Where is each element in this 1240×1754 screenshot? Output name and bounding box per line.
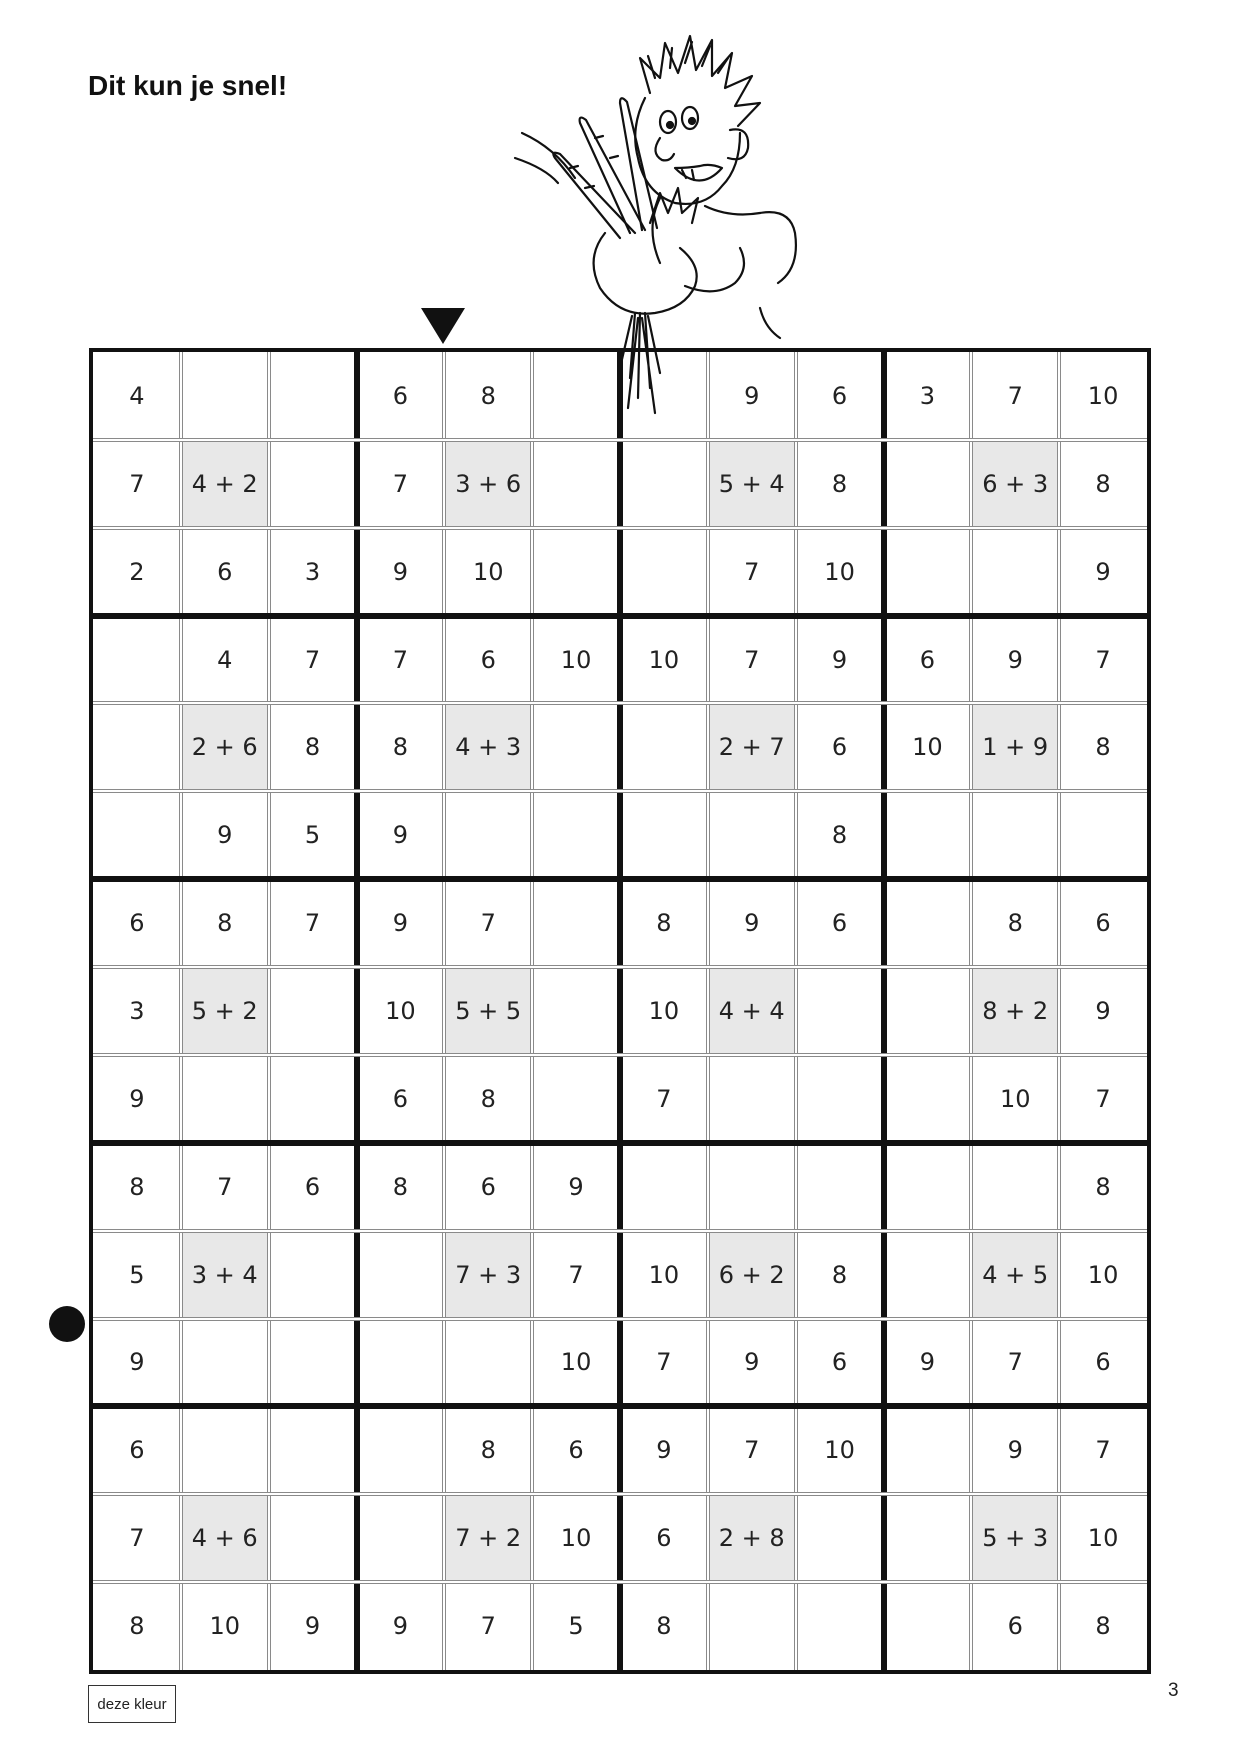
grid-divider bbox=[969, 352, 973, 1670]
grid-cell: 9 bbox=[1095, 996, 1111, 1025]
grid-cell: 8 bbox=[480, 1436, 496, 1465]
grid-cell bbox=[269, 1231, 357, 1319]
grid-cell: 10 bbox=[209, 1612, 241, 1641]
grid-cell: 7 bbox=[568, 1260, 584, 1289]
grid-cell bbox=[532, 440, 620, 528]
grid-divider bbox=[93, 1053, 1147, 1057]
grid-cell bbox=[269, 967, 357, 1055]
grid-divider bbox=[442, 352, 446, 1670]
grid-cell: 8 bbox=[1095, 733, 1111, 762]
grid-cell: 7 bbox=[129, 1524, 145, 1553]
grid-cell: 10 bbox=[648, 996, 680, 1025]
grid-cell: 5 bbox=[129, 1260, 145, 1289]
grid-cell bbox=[357, 1406, 445, 1494]
grid-cell bbox=[620, 703, 708, 791]
grid-cell bbox=[532, 703, 620, 791]
grid-cell: 6 + 2 bbox=[708, 1231, 796, 1319]
grid-cell: 7 bbox=[392, 645, 409, 674]
grid-cell bbox=[796, 1055, 884, 1143]
grid-cell: 8 bbox=[831, 1260, 848, 1289]
grid-cell: 9 bbox=[919, 1348, 936, 1377]
grid-cell bbox=[181, 352, 269, 440]
grid-cell: 8 + 2 bbox=[971, 967, 1059, 1055]
grid-cell: 6 bbox=[1007, 1612, 1023, 1641]
grid-cell: 7 bbox=[304, 645, 321, 674]
grid-cell bbox=[93, 616, 181, 704]
grid-cell: 9 bbox=[392, 557, 409, 586]
grid-cell: 2 + 6 bbox=[181, 703, 269, 791]
grid-cell bbox=[708, 1055, 796, 1143]
grid-cell: 8 bbox=[831, 469, 848, 498]
grid-cell: 6 bbox=[831, 381, 848, 410]
grid-cell bbox=[532, 967, 620, 1055]
grid-cell: 5 + 3 bbox=[971, 1494, 1059, 1582]
grid-cell: 7 bbox=[480, 909, 496, 938]
grid-cell: 6 bbox=[919, 645, 936, 674]
grid-cell bbox=[884, 879, 972, 967]
grid-cell bbox=[884, 1055, 972, 1143]
grid-cell: 4 + 4 bbox=[708, 967, 796, 1055]
grid-cell: 9 bbox=[129, 1348, 145, 1377]
grid-cell: 6 bbox=[831, 909, 848, 938]
grid-cell: 5 + 5 bbox=[444, 967, 532, 1055]
grid-divider bbox=[267, 352, 271, 1670]
grid-cell: 10 bbox=[824, 1436, 855, 1465]
grid-cell bbox=[884, 1231, 972, 1319]
grid-cell: 8 bbox=[392, 733, 409, 762]
grid-cell: 7 bbox=[744, 1436, 760, 1465]
grid-cell: 6 bbox=[656, 1524, 672, 1553]
grid-divider bbox=[881, 352, 887, 1670]
grid-cell: 7 bbox=[1007, 1348, 1023, 1377]
grid-cell: 6 bbox=[480, 1172, 496, 1201]
grid-cell bbox=[269, 1055, 357, 1143]
grid-cell: 4 + 5 bbox=[971, 1231, 1059, 1319]
grid-cell bbox=[181, 1406, 269, 1494]
page-title: Dit kun je snel! bbox=[88, 70, 288, 101]
puzzle-grid bbox=[89, 348, 1151, 1674]
grid-cell: 5 bbox=[304, 821, 321, 850]
grid-cell bbox=[532, 791, 620, 879]
grid-cell: 10 bbox=[385, 996, 416, 1025]
grid-cell bbox=[884, 1494, 972, 1582]
grid-cell bbox=[620, 440, 708, 528]
grid-divider bbox=[93, 438, 1147, 442]
grid-cell: 10 bbox=[560, 645, 592, 674]
grid-cell: 9 bbox=[1007, 645, 1023, 674]
grid-cell bbox=[796, 967, 884, 1055]
grid-cell: 5 + 4 bbox=[708, 440, 796, 528]
grid-cell: 6 bbox=[217, 557, 233, 586]
grid-cell: 4 bbox=[129, 381, 145, 410]
grid-cell: 8 bbox=[129, 1612, 145, 1641]
grid-cell: 10 bbox=[824, 557, 855, 586]
grid-cell: 6 bbox=[831, 733, 848, 762]
grid-cell bbox=[796, 1582, 884, 1670]
grid-cell bbox=[357, 1231, 445, 1319]
grid-divider bbox=[179, 352, 183, 1670]
grid-cell: 9 bbox=[831, 645, 848, 674]
grid-cell bbox=[620, 791, 708, 879]
grid-divider bbox=[93, 965, 1147, 969]
page-number: 3 bbox=[1168, 1680, 1179, 1701]
grid-cell bbox=[708, 1143, 796, 1231]
grid-cell: 5 bbox=[568, 1612, 584, 1641]
grid-cell: 10 bbox=[560, 1348, 592, 1377]
grid-cell: 9 bbox=[744, 381, 760, 410]
grid-cell: 2 + 8 bbox=[708, 1494, 796, 1582]
grid-cell: 8 bbox=[480, 381, 496, 410]
grid-cell bbox=[181, 1319, 269, 1407]
grid-cell: 6 bbox=[1095, 1348, 1111, 1377]
grid-divider bbox=[93, 613, 1147, 619]
grid-cell bbox=[971, 791, 1059, 879]
grid-cell bbox=[357, 1319, 445, 1407]
grid-cell: 6 bbox=[392, 381, 409, 410]
grid-cell: 3 + 6 bbox=[444, 440, 532, 528]
grid-cell: 10 bbox=[1087, 1524, 1119, 1553]
grid-divider bbox=[93, 1492, 1147, 1496]
grid-cell bbox=[532, 879, 620, 967]
grid-divider bbox=[354, 352, 360, 1670]
grid-cell bbox=[708, 791, 796, 879]
grid-cell: 4 bbox=[217, 645, 233, 674]
grid-cell: 10 bbox=[1087, 1260, 1119, 1289]
grid-cell: 7 + 3 bbox=[444, 1231, 532, 1319]
grid-cell: 6 bbox=[129, 1436, 145, 1465]
grid-divider bbox=[93, 1317, 1147, 1321]
grid-divider bbox=[93, 1403, 1147, 1409]
grid-cell bbox=[884, 440, 972, 528]
grid-cell: 8 bbox=[656, 909, 672, 938]
grid-cell: 7 bbox=[480, 1612, 496, 1641]
grid-cell bbox=[884, 1582, 972, 1670]
grid-cell: 9 bbox=[1007, 1436, 1023, 1465]
grid-cell: 4 + 3 bbox=[444, 703, 532, 791]
grid-cell: 7 bbox=[1095, 1436, 1111, 1465]
grid-divider bbox=[1057, 352, 1061, 1670]
grid-cell bbox=[93, 703, 181, 791]
grid-divider bbox=[93, 1140, 1147, 1146]
grid-cell: 7 bbox=[217, 1172, 233, 1201]
column-marker-triangle bbox=[421, 308, 465, 344]
grid-cell bbox=[269, 1494, 357, 1582]
grid-cell: 7 bbox=[744, 645, 760, 674]
grid-cell: 10 bbox=[648, 1260, 680, 1289]
grid-cell: 8 bbox=[392, 1172, 409, 1201]
grid-cell: 9 bbox=[304, 1612, 321, 1641]
grid-cell: 3 + 4 bbox=[181, 1231, 269, 1319]
grid-divider bbox=[93, 876, 1147, 882]
grid-cell: 3 bbox=[304, 557, 321, 586]
grid-divider bbox=[93, 526, 1147, 530]
grid-cell: 10 bbox=[999, 1084, 1031, 1113]
grid-cell: 8 bbox=[304, 733, 321, 762]
grid-cell bbox=[884, 528, 972, 616]
grid-cell: 6 + 3 bbox=[971, 440, 1059, 528]
grid-cell bbox=[708, 1582, 796, 1670]
grid-cell: 5 + 2 bbox=[181, 967, 269, 1055]
grid-cell: 8 bbox=[1007, 909, 1023, 938]
grid-cell: 9 bbox=[392, 909, 409, 938]
grid-cell: 7 bbox=[1007, 381, 1023, 410]
grid-cell bbox=[269, 440, 357, 528]
grid-cell: 9 bbox=[656, 1436, 672, 1465]
grid-cell: 10 bbox=[912, 733, 943, 762]
grid-cell: 7 bbox=[129, 469, 145, 498]
grid-cell: 7 bbox=[656, 1348, 672, 1377]
grid-cell: 8 bbox=[656, 1612, 672, 1641]
grid-cell: 9 bbox=[217, 821, 233, 850]
grid-cell: 10 bbox=[472, 557, 504, 586]
grid-cell: 9 bbox=[392, 1612, 409, 1641]
grid-cell bbox=[796, 1494, 884, 1582]
grid-cell: 8 bbox=[1095, 1172, 1111, 1201]
grid-cell: 8 bbox=[1095, 469, 1111, 498]
grid-cell bbox=[269, 1319, 357, 1407]
grid-cell bbox=[93, 791, 181, 879]
grid-cell: 2 bbox=[129, 557, 145, 586]
grid-cell: 4 + 2 bbox=[181, 440, 269, 528]
row-marker-dot bbox=[49, 1306, 85, 1342]
grid-cell: 6 bbox=[304, 1172, 321, 1201]
grid-cell bbox=[444, 1319, 532, 1407]
grid-cell bbox=[444, 791, 532, 879]
grid-cell: 7 bbox=[1095, 1084, 1111, 1113]
grid-cell: 8 bbox=[480, 1084, 496, 1113]
grid-divider bbox=[93, 701, 1147, 705]
grid-cell: 9 bbox=[568, 1172, 584, 1201]
grid-cell bbox=[357, 1494, 445, 1582]
grid-cell: 2 + 7 bbox=[708, 703, 796, 791]
grid-cell: 9 bbox=[129, 1084, 145, 1113]
grid-cell bbox=[269, 352, 357, 440]
grid-cell: 9 bbox=[744, 909, 760, 938]
grid-cell: 6 bbox=[392, 1084, 409, 1113]
grid-divider bbox=[530, 352, 534, 1670]
grid-cell: 6 bbox=[831, 1348, 848, 1377]
grid-divider bbox=[93, 789, 1147, 793]
grid-cell: 9 bbox=[744, 1348, 760, 1377]
grid-cell bbox=[181, 1055, 269, 1143]
grid-cell: 7 bbox=[744, 557, 760, 586]
grid-cell bbox=[884, 1143, 972, 1231]
grid-cell: 8 bbox=[129, 1172, 145, 1201]
grid-divider bbox=[794, 352, 798, 1670]
grid-cell: 8 bbox=[831, 821, 848, 850]
grid-cell: 3 bbox=[129, 996, 145, 1025]
grid-cell: 6 bbox=[129, 909, 145, 938]
grid-cell: 6 bbox=[480, 645, 496, 674]
grid-cell: 7 + 2 bbox=[444, 1494, 532, 1582]
grid-cell: 7 bbox=[304, 909, 321, 938]
grid-cell: 7 bbox=[1095, 645, 1111, 674]
grid-divider bbox=[617, 352, 623, 1670]
grid-cell: 10 bbox=[1087, 381, 1119, 410]
grid-cell bbox=[971, 528, 1059, 616]
grid-cell: 4 + 6 bbox=[181, 1494, 269, 1582]
grid-cell bbox=[884, 1406, 972, 1494]
grid-divider bbox=[93, 1229, 1147, 1233]
grid-cell: 10 bbox=[560, 1524, 592, 1553]
grid-cell bbox=[620, 1143, 708, 1231]
grid-cell: 8 bbox=[1095, 1612, 1111, 1641]
grid-cell: 3 bbox=[919, 381, 936, 410]
grid-cell: 9 bbox=[1095, 557, 1111, 586]
grid-divider bbox=[706, 352, 710, 1670]
grid-cell bbox=[620, 528, 708, 616]
grid-cell: 6 bbox=[1095, 909, 1111, 938]
grid-cell: 1 + 9 bbox=[971, 703, 1059, 791]
grid-cell bbox=[269, 1406, 357, 1494]
color-legend: deze kleur bbox=[88, 1685, 176, 1723]
grid-cell bbox=[1059, 791, 1147, 879]
grid-cell bbox=[620, 352, 708, 440]
grid-cell: 8 bbox=[217, 909, 233, 938]
grid-cell bbox=[532, 528, 620, 616]
grid-cell: 7 bbox=[392, 469, 409, 498]
grid-cell bbox=[532, 352, 620, 440]
grid-cell: 6 bbox=[568, 1436, 584, 1465]
grid-cell: 10 bbox=[648, 645, 680, 674]
grid-cell bbox=[884, 791, 972, 879]
grid-cell: 7 bbox=[656, 1084, 672, 1113]
grid-cell: 9 bbox=[392, 821, 409, 850]
grid-cell bbox=[884, 967, 972, 1055]
grid-divider bbox=[93, 1580, 1147, 1584]
grid-cell bbox=[532, 1055, 620, 1143]
grid-cell bbox=[796, 1143, 884, 1231]
grid-cell bbox=[971, 1143, 1059, 1231]
